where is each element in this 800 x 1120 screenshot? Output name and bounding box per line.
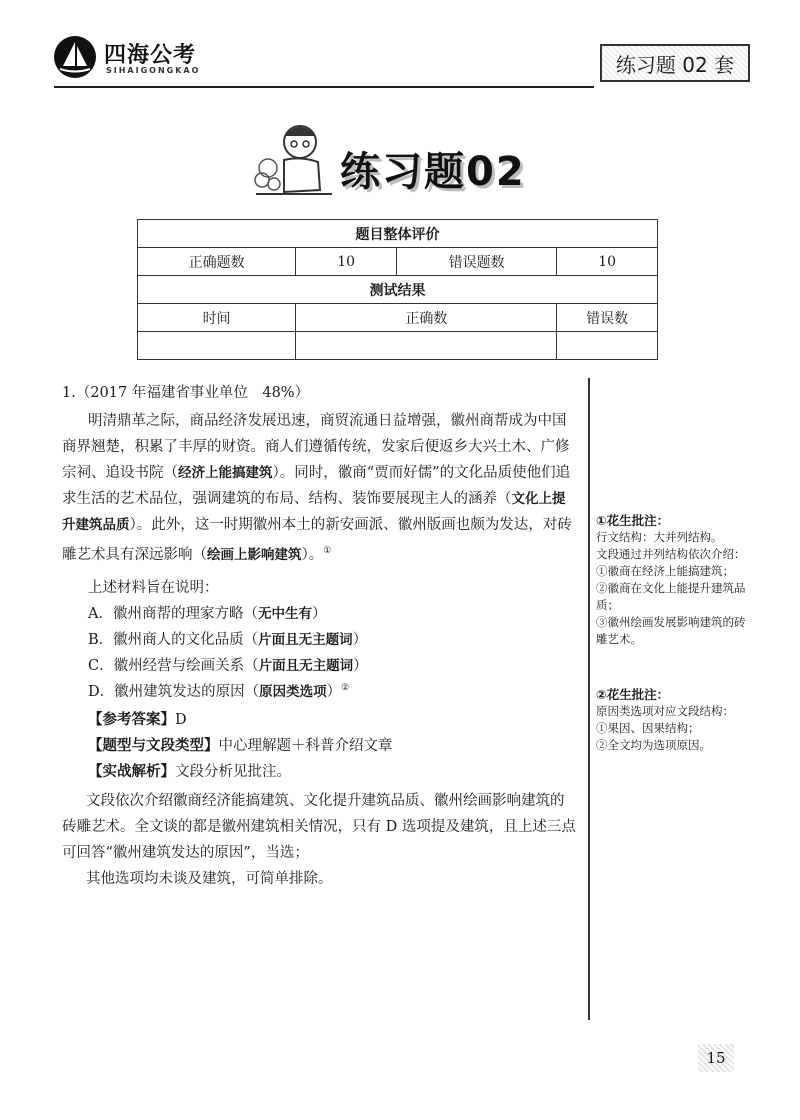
option-d[interactable] bbox=[88, 680, 349, 701]
sidebar-note-2 bbox=[596, 686, 756, 754]
question-passage bbox=[62, 408, 572, 568]
option-note: 原因类选项 bbox=[259, 684, 327, 700]
option-paren: ） bbox=[326, 684, 342, 700]
reference-answer bbox=[88, 708, 187, 729]
correct-count-label: 正确题数 bbox=[138, 248, 296, 276]
option-label: B．徽州商人的文化品质（ bbox=[88, 632, 259, 648]
mascot-illustration-icon bbox=[248, 112, 338, 202]
analysis-heading bbox=[88, 760, 291, 781]
option-b[interactable] bbox=[88, 628, 367, 649]
passage-text: 明清鼎革之际，商品经济发展迅速，商贸流通日益增强，徽州商帮成为中国商界翘楚，积累了丰厚的财资。商人们遵循传统，发家后便返乡大兴土木、广修宗祠、追设书院（ bbox=[62, 413, 570, 481]
option-paren: ） bbox=[352, 632, 368, 648]
wrong-cell[interactable] bbox=[557, 332, 658, 360]
footnote-marker: ① bbox=[323, 546, 332, 556]
option-label: D．徽州建筑发达的原因（ bbox=[88, 684, 260, 700]
option-c[interactable] bbox=[88, 654, 368, 675]
type-value: 中心理解题＋科普介绍文章 bbox=[218, 738, 393, 754]
option-paren: ） bbox=[353, 658, 368, 674]
note-title: ①花生批注： bbox=[596, 513, 670, 528]
footnote-marker: ② bbox=[341, 683, 350, 694]
option-paren: ） bbox=[311, 606, 327, 622]
note-line: 文段通过并列结构依次介绍： bbox=[596, 547, 746, 561]
page-title: 练习题02 bbox=[340, 149, 526, 195]
question-type bbox=[88, 734, 393, 755]
header-divider bbox=[54, 86, 594, 88]
passage-text: ）。此外，这一时期徽州本土的新安画派、徽州版画也颇为发达，对砖雕艺术具有深远影响（ bbox=[62, 517, 572, 563]
analysis-tag: 【实战解析】 bbox=[88, 764, 175, 780]
note-line: ③徽州绘画发展影响建筑的砖雕艺术。 bbox=[596, 615, 746, 646]
note-line: ①徽商在经济上能搞建筑； bbox=[596, 564, 734, 578]
col-wrong: 错误数 bbox=[557, 304, 658, 332]
publisher-logo bbox=[52, 34, 252, 84]
question-heading: 1.（2017 年福建省事业单位 48%） bbox=[62, 385, 310, 401]
evaluation-table bbox=[137, 219, 658, 360]
wrong-count-label: 错误题数 bbox=[396, 248, 556, 276]
correct-cell[interactable] bbox=[296, 332, 557, 360]
note-line: 原因类选项对应文段结构： bbox=[596, 704, 734, 718]
option-note: 无中生有 bbox=[257, 606, 312, 622]
note-line: ②徽商在文化上能提升建筑品质； bbox=[596, 581, 746, 612]
answer-value: D bbox=[175, 712, 187, 728]
note-line: ②全文均为选项原因。 bbox=[596, 738, 711, 752]
type-tag: 【题型与文段类型】 bbox=[88, 738, 219, 754]
option-a[interactable] bbox=[88, 602, 326, 623]
set-label: 练习题 02 套 bbox=[600, 44, 750, 82]
passage-annotation: 文化上提升建筑品质 bbox=[62, 491, 566, 533]
note-line: ①果因、因果结构； bbox=[596, 721, 700, 735]
analysis-paragraph: 其他选项均未谈及建筑，可简单排除。 bbox=[86, 871, 333, 887]
note-line: 行文结构：大并列结构。 bbox=[596, 530, 723, 544]
sidebar-note-1 bbox=[596, 512, 756, 648]
analysis-paragraph: 文段依次介绍徽商经济能搞建筑、文化提升建筑品质、徽州绘画影响建筑的砖雕艺术。全文谈的都是徽州建筑相关情况，只有 D 选项提及建筑，且上述三点可回答“徽州建筑发达的原因”，当选； bbox=[62, 793, 576, 861]
col-correct: 正确数 bbox=[296, 304, 557, 332]
option-label: A．徽州商帮的理家方略（ bbox=[88, 606, 258, 622]
analysis-intro: 文段分析见批注。 bbox=[175, 764, 291, 780]
option-note: 片面且无主题词 bbox=[258, 632, 353, 648]
passage-annotation: 绘画上影响建筑 bbox=[207, 546, 302, 563]
page-number: 15 bbox=[698, 1044, 734, 1072]
correct-count-value: 10 bbox=[296, 248, 397, 276]
table-section-title: 测试结果 bbox=[138, 276, 658, 304]
brand-subtitle: SIHAIGONGKAO bbox=[106, 66, 201, 75]
question-prompt: 上述材料旨在说明： bbox=[88, 580, 219, 596]
answer-tag: 【参考答案】 bbox=[88, 712, 175, 728]
time-cell[interactable] bbox=[138, 332, 296, 360]
sailboat-logo-icon bbox=[52, 34, 98, 80]
table-section-title: 题目整体评价 bbox=[138, 220, 658, 248]
passage-text: ）。同时，徽商“贾而好儒”的文化品质使他们追求生活的艺术品位，强调建筑的布局、结构、装饰要展现主人的涵养（ bbox=[62, 465, 571, 507]
passage-annotation: 经济上能搞建筑 bbox=[178, 465, 273, 481]
brand-name: 四海公考 bbox=[104, 43, 197, 68]
passage-text: ）。 bbox=[301, 546, 324, 563]
note-title: ②花生批注： bbox=[596, 687, 670, 702]
option-label: C．徽州经营与绘画关系（ bbox=[88, 658, 259, 674]
wrong-count-value: 10 bbox=[557, 248, 658, 276]
option-note: 片面且无主题词 bbox=[258, 658, 354, 674]
sidebar-divider bbox=[588, 378, 590, 1020]
col-time: 时间 bbox=[138, 304, 296, 332]
